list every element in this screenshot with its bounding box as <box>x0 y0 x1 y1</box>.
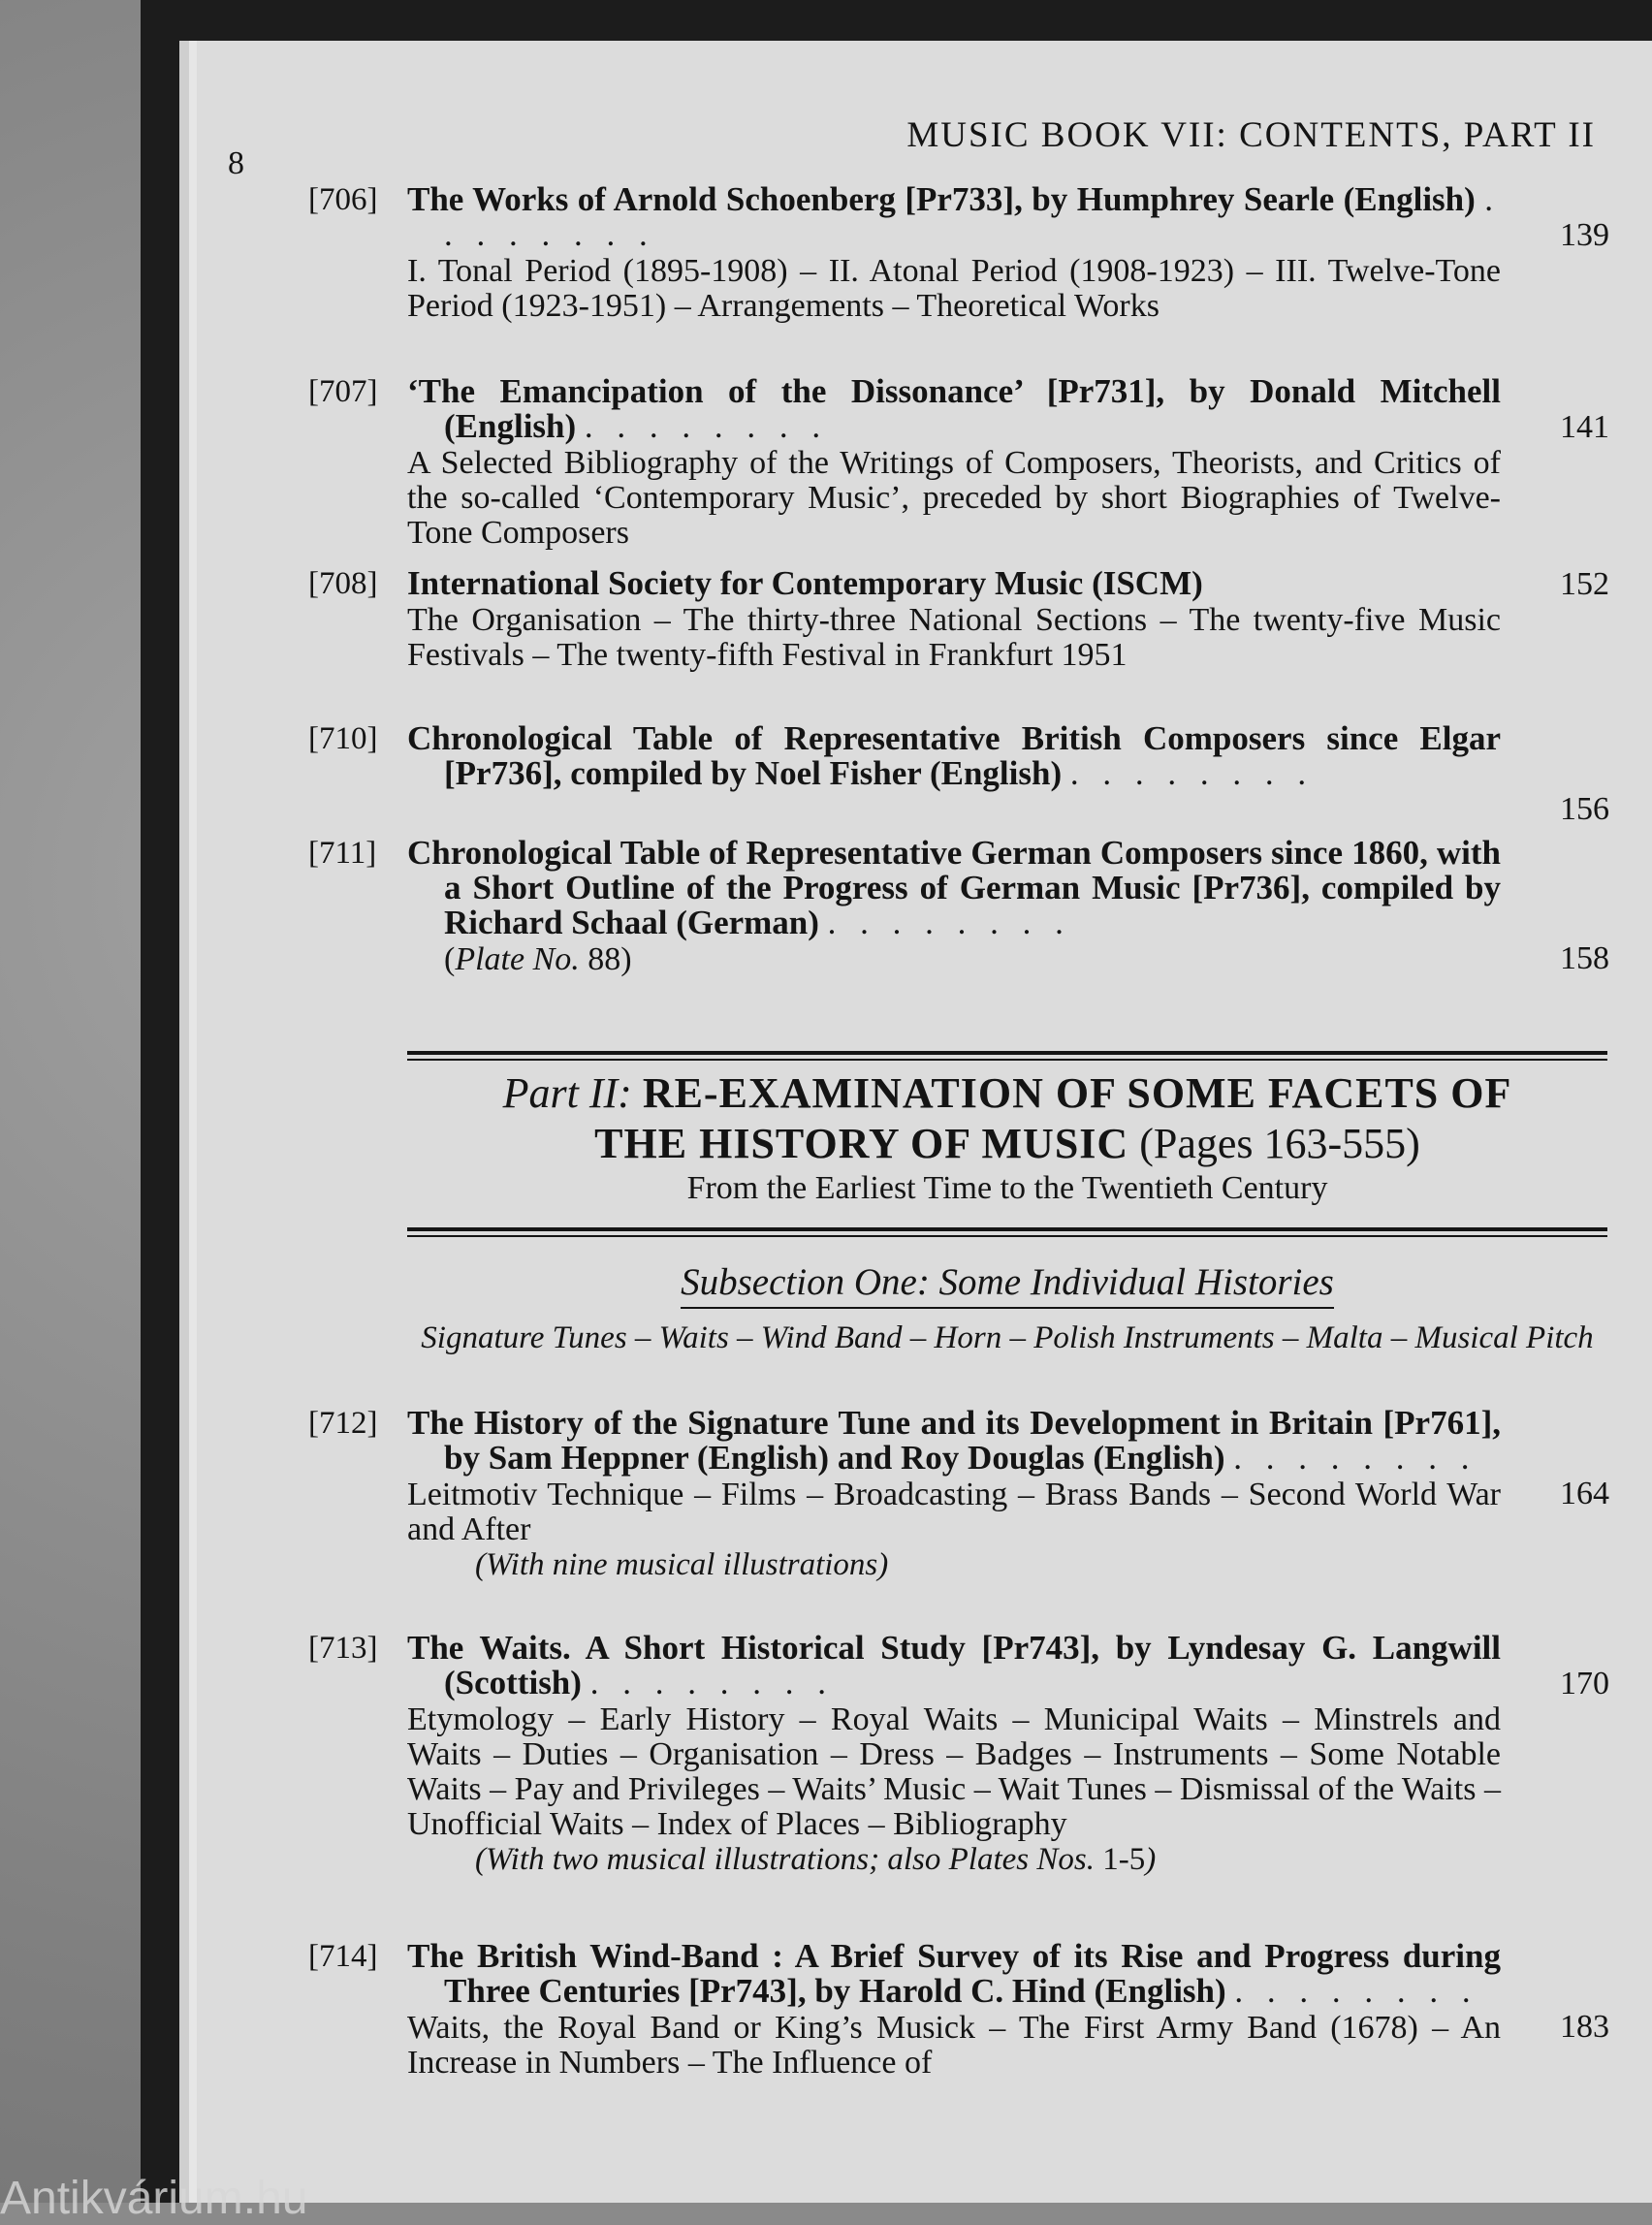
leader-dots: . . . . . . . . <box>444 180 1502 253</box>
double-rule-bottom <box>407 1227 1607 1237</box>
leader-dots: . . . . . . . . <box>1069 754 1315 792</box>
part-subtitle: From the Earliest Time to the Twentieth Century <box>686 1170 1328 1206</box>
entry-description: Waits, the Royal Band or King’s Musick – The First Army Band (1678) – An Increase in Numbers – The Influence of <box>407 2010 1501 2081</box>
entry-title: The Waits. A Short Historical Study [Pr743], by Lyndesay G. Langwill (Scottish) . . . . . . . . <box>407 1629 1501 1701</box>
part-title-line-1: Part II: RE-EXAMINATION OF SOME FACETS OF <box>502 1069 1512 1117</box>
entry-title: ‘The Emancipation of the Dissonance’ [Pr731], by Donald Mitchell (English) . . . . . . . . <box>407 372 1501 445</box>
entry-description: Etymology – Early History – Royal Waits – Municipal Waits – Minstrels and Waits – Duties – Organisation – Dress – Badges – Instruments – Some Notable Waits – Pay and Privileges – Waits’ Music – Wait Tunes – Dismissal of the Waits – Unofficial Waits – Index of Places – Bibliography <box>407 1701 1501 1842</box>
toc-entry-708 <box>308 564 1617 673</box>
entry-title: The British Wind-Band : A Brief Survey of its Rise and Progress during Three Centuries [Pr743], by Harold C. Hind (English) . . . . . . . . <box>407 1937 1501 2010</box>
leader-dots: . . . . . . . . <box>827 904 1071 941</box>
part-heading <box>407 1068 1607 1208</box>
entry-page-number: 141 <box>1560 409 1609 445</box>
toc-entry-713 <box>308 1629 1617 1877</box>
entry-number: [708] <box>308 566 378 601</box>
page-folio: 8 <box>228 145 244 181</box>
subsection-title: Subsection One: Some Individual Histories <box>407 1260 1607 1304</box>
entry-page-number: 139 <box>1560 217 1609 253</box>
entry-page-number: 170 <box>1560 1666 1609 1701</box>
double-rule-top <box>407 1051 1607 1061</box>
illustration-note: (With nine musical illustrations) <box>475 1547 889 1582</box>
part-title-line-2: THE HISTORY OF MUSIC (Pages 163-555) <box>594 1120 1420 1167</box>
watermark-logo: Antikvárium.hu <box>0 2173 308 2224</box>
leader-dots: . . . . . . . . <box>1233 1439 1477 1477</box>
entry-number: [706] <box>308 182 378 217</box>
entry-title: The History of the Signature Tune and its Development in Britain [Pr761], by Sam Heppner (English) and Roy Douglas (English) . . . . . . . . <box>407 1404 1501 1477</box>
entry-page-number: 156 <box>1560 791 1609 827</box>
entry-number: [713] <box>308 1631 378 1666</box>
entry-number: [711] <box>308 836 377 871</box>
leader-dots: . . . . . . . . <box>589 1664 834 1701</box>
illustration-note: (With two musical illustrations; also Plates Nos. 1-5) <box>475 1842 1157 1877</box>
entry-page-number: 152 <box>1560 566 1609 602</box>
entry-description: Leitmotiv Technique – Films – Broadcasting – Brass Bands – Second World War and After <box>407 1477 1501 1547</box>
entry-description: I. Tonal Period (1895-1908) – II. Atonal Period (1908-1923) – III. Twelve-Tone Period (1923-1951) – Arrangements – Theoretical Works <box>407 253 1501 324</box>
leader-dots: . . . . . . . . <box>1234 1972 1478 2010</box>
toc-entry-712 <box>308 1404 1617 1582</box>
toc-entry-707 <box>308 372 1617 551</box>
toc-entry-706 <box>308 180 1617 324</box>
subsection-topics: Signature Tunes – Waits – Wind Band – Horn – Polish Instruments – Malta – Musical Pitch <box>421 1320 1594 1355</box>
entry-title: Chronological Table of Representative British Composers since Elgar [Pr736], compiled by Noel Fisher (English) . . . . . . . . <box>407 719 1501 792</box>
entry-page-number: 158 <box>1560 940 1609 976</box>
entry-number: [714] <box>308 1939 378 1974</box>
toc-entry-714 <box>308 1937 1617 2081</box>
entry-title: International Society for Contemporary Music (ISCM) <box>407 564 1203 602</box>
entry-number: [712] <box>308 1406 378 1441</box>
entry-number: [707] <box>308 374 378 409</box>
leader-dots: . . . . . . . . <box>584 407 829 445</box>
entry-page-number: 164 <box>1560 1476 1609 1511</box>
entry-title: Chronological Table of Representative German Composers since 1860, with a Short Outline of the Progress of German Music [Pr736], compiled by Richard Schaal (German) . . . . . . . . <box>407 834 1501 941</box>
entry-description: A Selected Bibliography of the Writings of Composers, Theorists, and Critics of the so-called ‘Contemporary Music’, preceded by short Biographies of Twelve-Tone Composers <box>407 445 1501 551</box>
running-title: MUSIC BOOK VII: CONTENTS, PART II <box>906 115 1596 155</box>
toc-entry-711 <box>308 834 1617 977</box>
entry-page-number: 183 <box>1560 2009 1609 2045</box>
entry-description: The Organisation – The thirty-three National Sections – The twenty-five Music Festivals – The twenty-fifth Festival in Frankfurt 1951 <box>407 602 1501 673</box>
entry-number: [710] <box>308 721 378 756</box>
entry-title: The Works of Arnold Schoenberg [Pr733], by Humphrey Searle (English) . . . . . . . . <box>407 180 1502 253</box>
plate-reference: (Plate No. 88) <box>444 941 632 977</box>
toc-entry-710 <box>308 719 1617 827</box>
